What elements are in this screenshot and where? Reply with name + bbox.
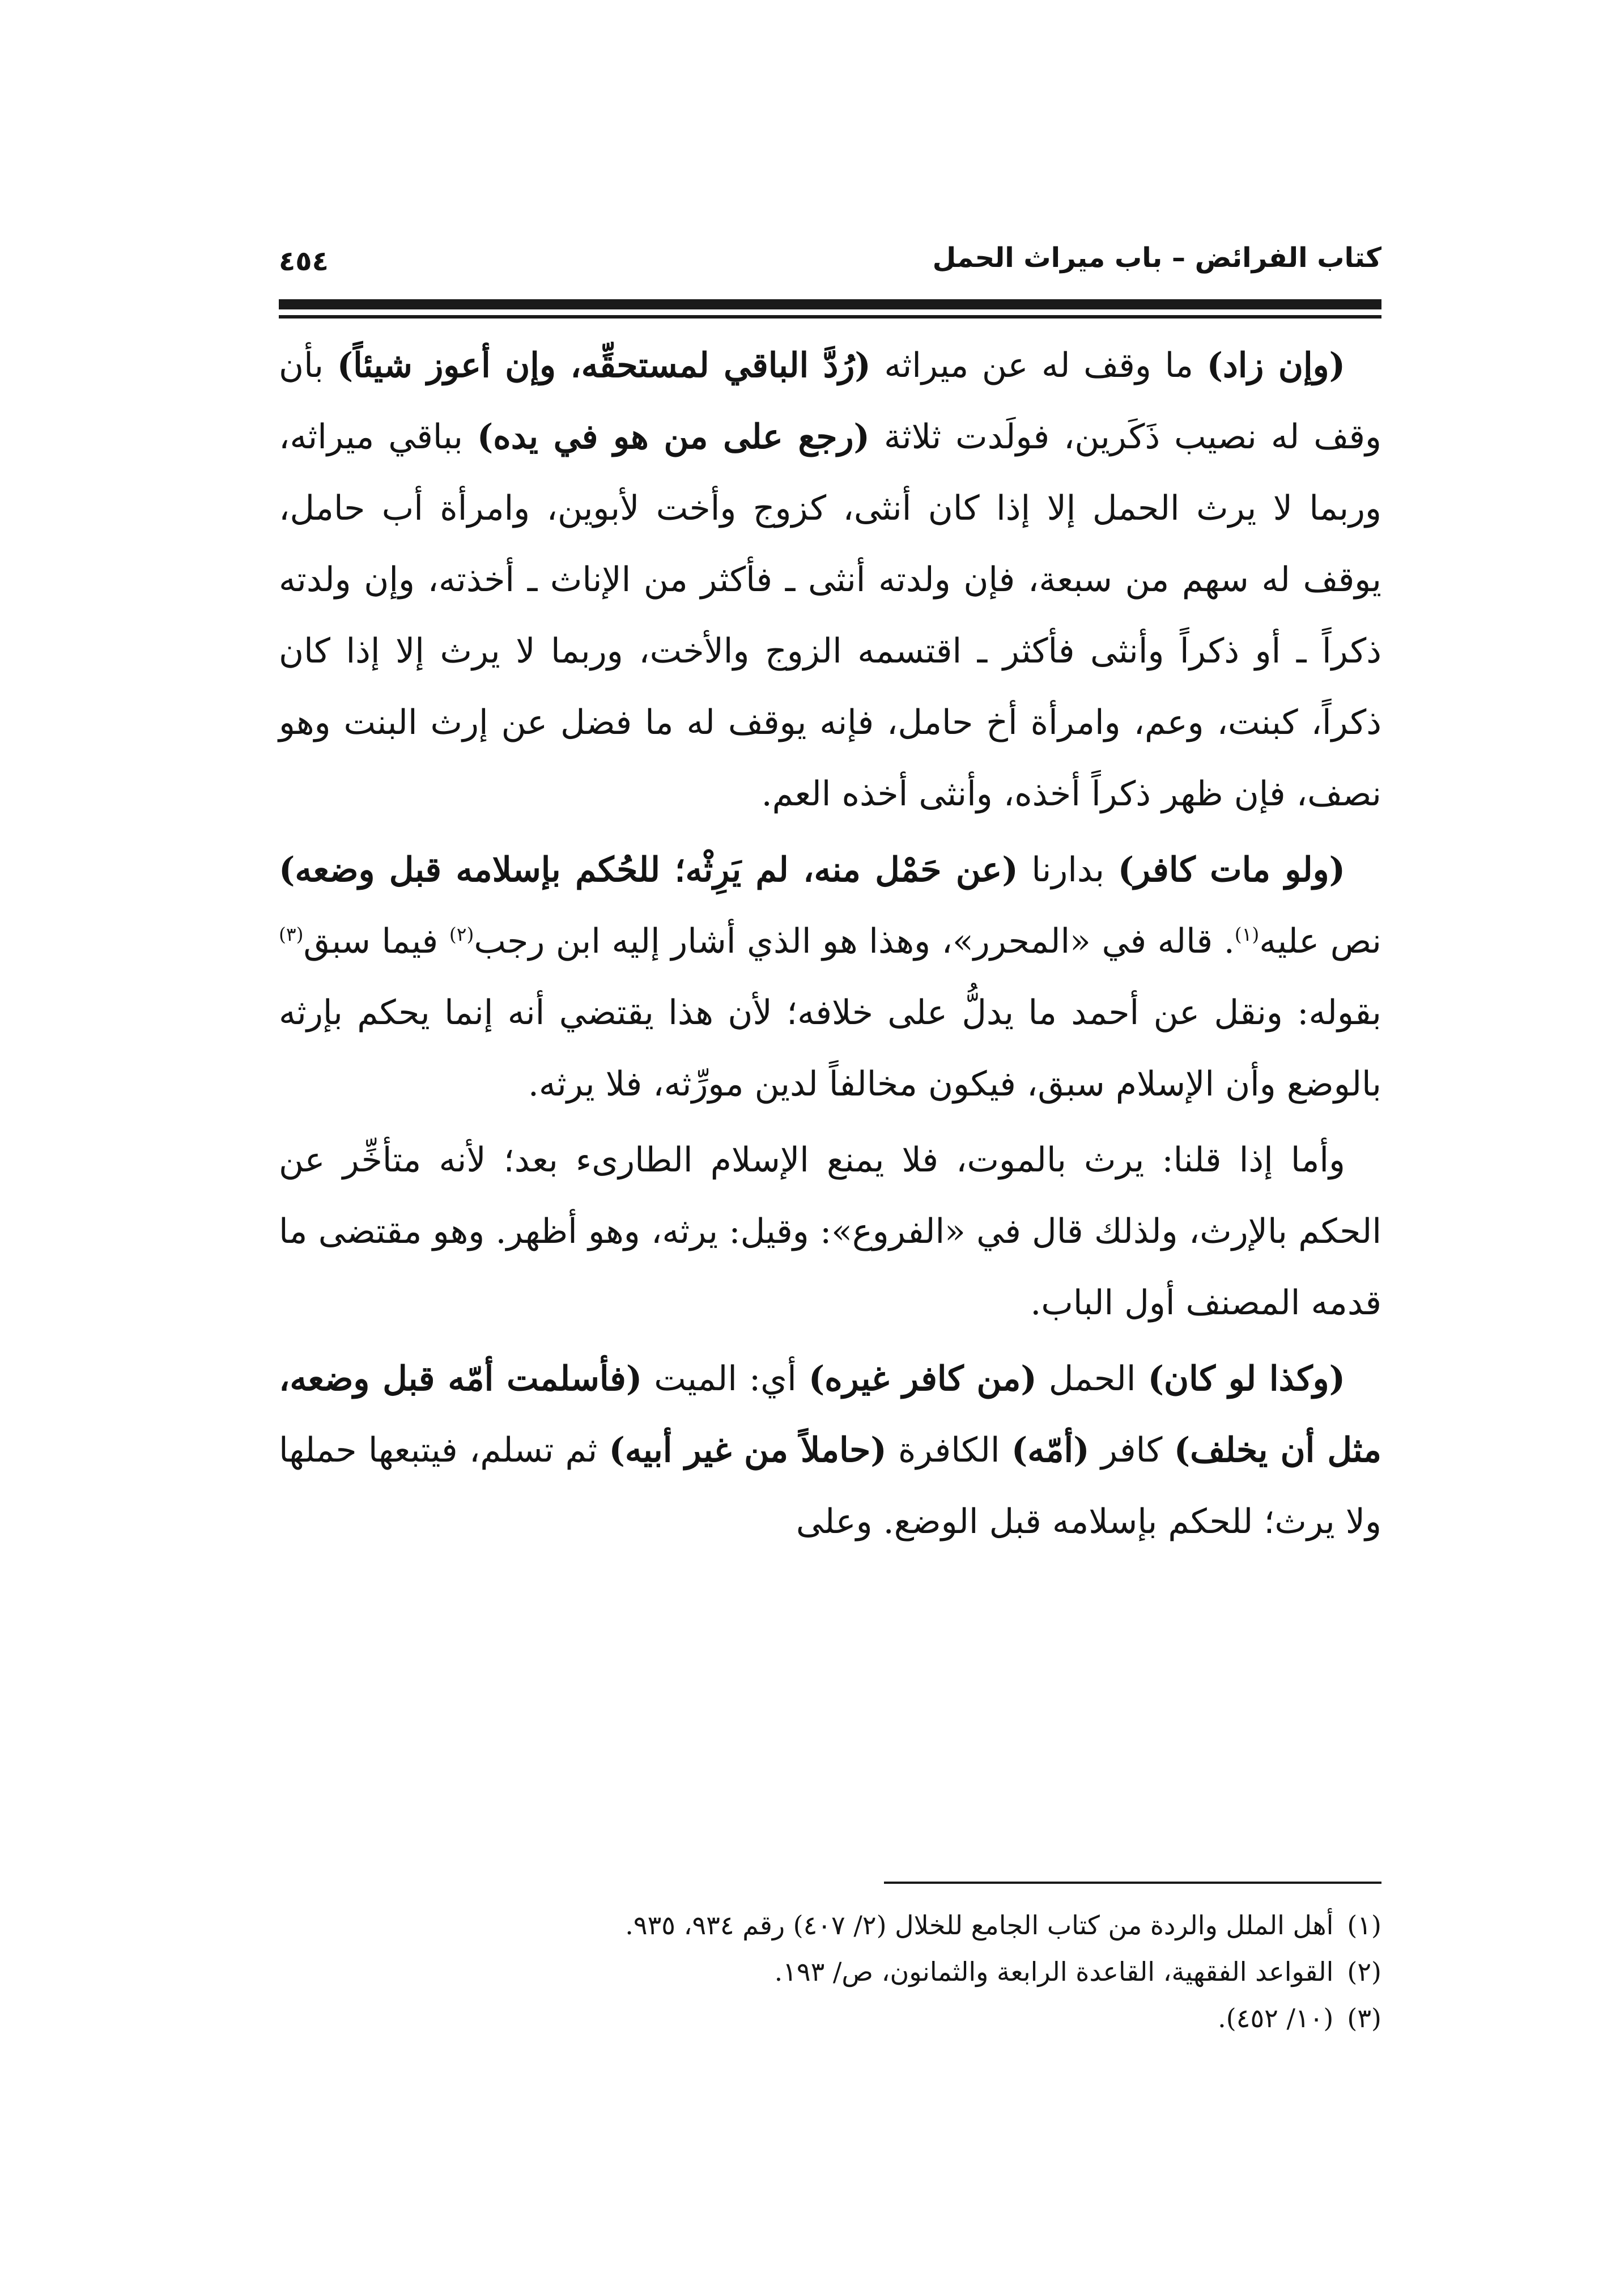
commentary-text: . قاله في «المحرر»، وهذا هو الذي أشار إليه ابن رجب: [474, 922, 1235, 961]
commentary-text: أي: الميت: [642, 1359, 809, 1399]
commentary-text: بدارنا: [1018, 850, 1118, 890]
footnote-ref: (٣): [279, 923, 304, 945]
header-rule-thick: [279, 299, 1381, 309]
footnote-ref: (١): [1234, 923, 1260, 945]
matn-text: (رُدَّ الباقي لمستحقِّه، وإن أعوز شيئاً): [337, 346, 871, 385]
matn-text: (فأسلمت أمّه قبل وضعه، مثل أن يخلف): [279, 1359, 1382, 1470]
commentary-text: بباقي ميراثه، وربما لا يرث الحمل إلا إذا كان أنثى، كزوج وأخت لأبوين، وامرأة أب حامل، يوقف له سهم من سبعة، فإن ولدته أنثى ـ فأكثر من الإناث ـ أخذته، وإن ولدته ذكراً ـ أو ذكراً وأنثى فأكثر ـ اقتسمه الزوج والأخت، وربما لا يرث إلا إذا كان ذكراً، كبنت، وعم، وامرأة أخ حامل، فإنه يوقف له ما فضل عن إرث البنت وهو نصف، فإن ظهر ذكراً أخذه، وأنثى أخذه العم.: [279, 417, 1382, 814]
footnotes: [279, 1902, 1381, 2041]
commentary-text: بقوله: ونقل عن أحمد ما يدلُّ على خلافه؛ لأن هذا يقتضي أنه إنما يحكم بإرثه بالوضع وأن الإسلام سبق، فيكون مخالفاً لدين مورِّثه، فلا يرثه.: [279, 993, 1381, 1104]
footnote-text: (١٠/ ٤٥٢).: [1218, 2003, 1334, 2033]
commentary-text: ما وقف له عن ميراثه: [870, 346, 1207, 385]
main-text: [279, 330, 1381, 1562]
paragraph-4: [279, 1343, 1381, 1557]
matn-text: (ولو مات كافر): [1117, 850, 1345, 890]
commentary-text: بأن وقف له نصيب ذَكَرين، فولَدت ثلاثة: [279, 346, 1381, 457]
matn-text: (أمّه): [1011, 1430, 1090, 1470]
matn-text: (وكذا لو كان): [1147, 1359, 1345, 1399]
footnote-ref: (٢): [449, 923, 474, 945]
paragraph-2: [279, 834, 1381, 1120]
running-title: كتاب الفرائض – باب ميراث الحمل: [932, 242, 1381, 274]
page-header: [279, 237, 1381, 279]
matn-text: (حاملاً من غير أبيه): [609, 1430, 887, 1470]
header-rule-thin: [279, 315, 1381, 319]
page-number: ٤٥٤: [279, 245, 329, 277]
commentary-text: فيما سبق: [303, 922, 449, 961]
paragraph-3: وأما إذا قلنا: يرث بالموت، فلا يمنع الإسلام الطارىء بعد؛ لأنه متأخِّر عن الحكم بالإرث، ولذلك قال في «الفروع»: وقيل: يرثه، وهو أظهر. وهو مقتضى ما قدمه المصنف أول الباب.: [279, 1140, 1381, 1323]
footnote-separator: [884, 1882, 1381, 1884]
matn-text: (من كافر غيره): [808, 1359, 1037, 1399]
matn-text: (رجع على من هو في يده): [477, 417, 870, 457]
commentary-text: الحمل: [1036, 1359, 1148, 1399]
footnote-1: [279, 1902, 1381, 1948]
footnote-3: [279, 1995, 1381, 2041]
footnote-2: [279, 1948, 1381, 1995]
matn-text: (وإن زاد): [1206, 346, 1345, 385]
matn-text: (عن حَمْل منه، لم يَرِثْه؛ للحُكم بإسلامه قبل وضعه): [279, 850, 1018, 890]
footnote-number: (٣): [1347, 2003, 1381, 2033]
paragraph-1: [279, 330, 1381, 830]
footnote-number: (١): [1347, 1910, 1381, 1940]
footnote-text: أهل الملل والردة من كتاب الجامع للخلال (٢/ ٤٠٧) رقم ٩٣٤، ٩٣٥.: [625, 1910, 1334, 1940]
commentary-text: كافر: [1089, 1430, 1174, 1470]
commentary-text: نص عليه: [1259, 922, 1382, 961]
footnote-number: (٢): [1347, 1956, 1381, 1987]
commentary-text: الكافرة: [886, 1430, 1011, 1470]
footnote-text: القواعد الفقهية، القاعدة الرابعة والثمانون، ص/ ١٩٣.: [774, 1956, 1334, 1987]
commentary-text: ثم تسلم، فيتبعها حملها ولا يرث؛ للحكم بإسلامه قبل الوضع. وعلى: [279, 1430, 1381, 1542]
